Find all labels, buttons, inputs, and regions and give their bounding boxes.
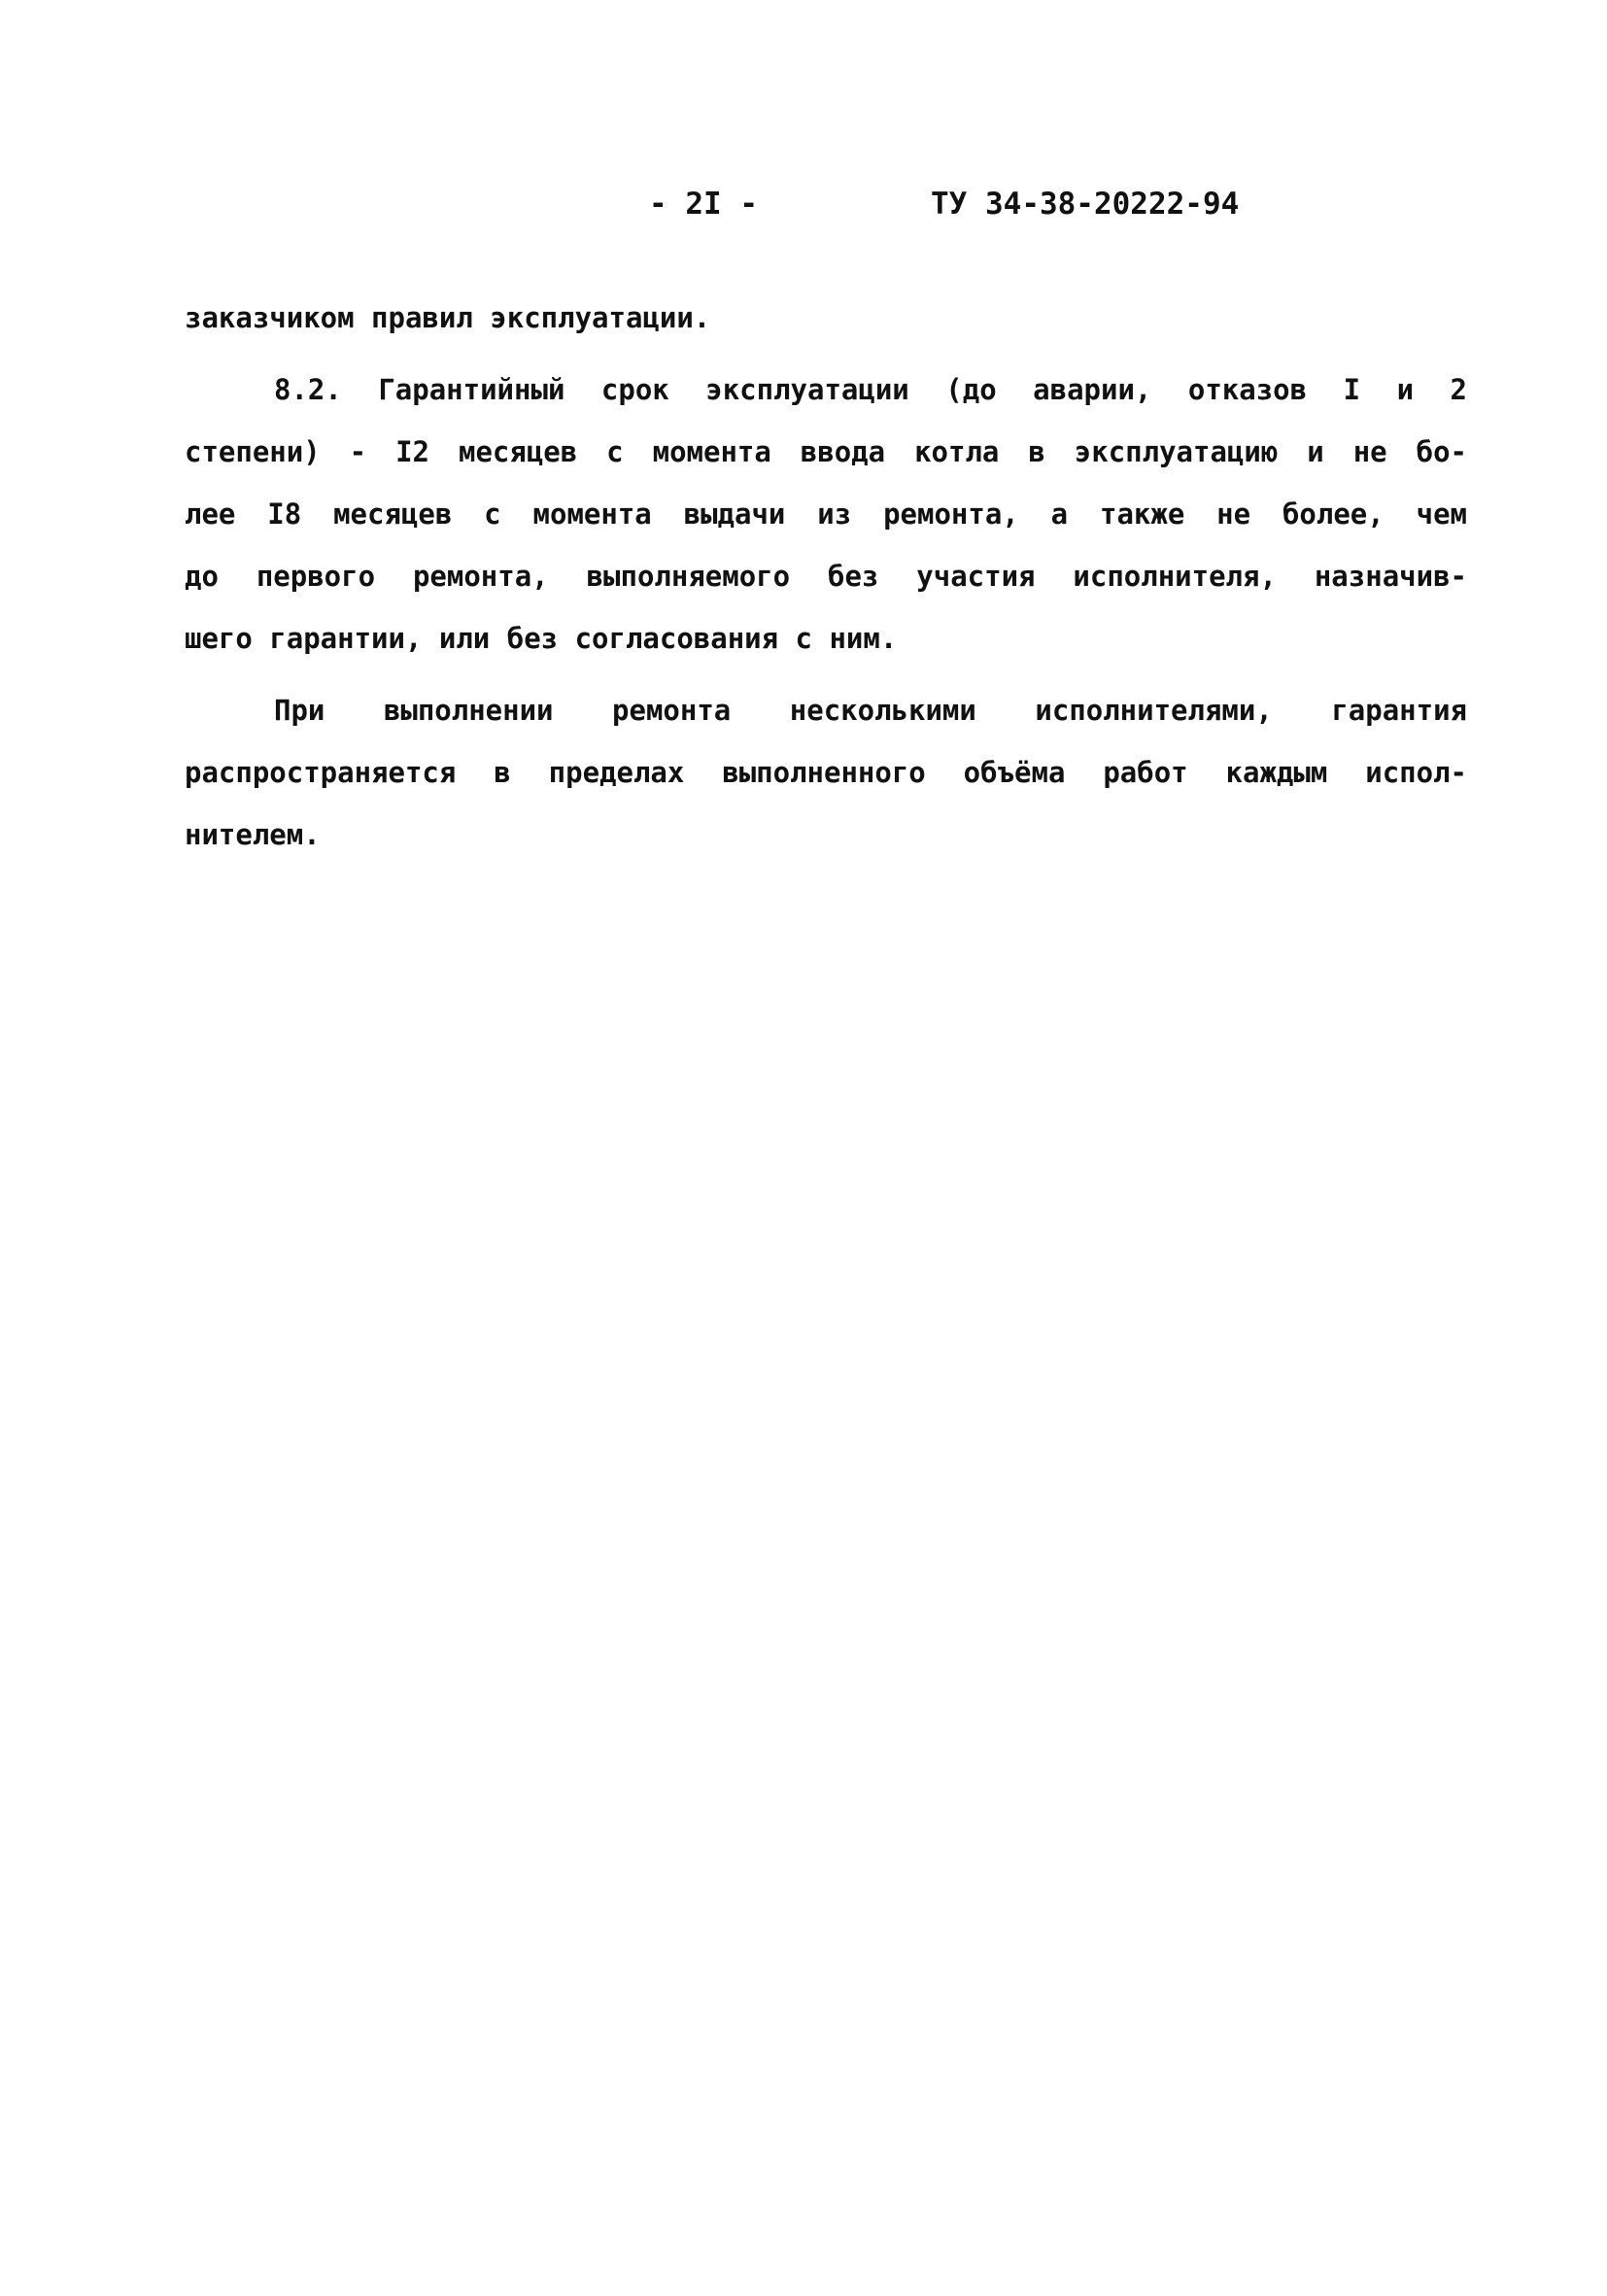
text-line: 8.2. Гарантийный срок эксплуатации (до аварии, отказов I и 2 xyxy=(274,373,1467,406)
text-line: заказчиком правил эксплуатации. xyxy=(185,301,711,334)
page-header xyxy=(0,187,1607,233)
text-line: до первого ремонта, выполняемого без участия исполнителя, назначив- xyxy=(185,560,1467,593)
text-line: лее I8 месяцев с момента выдачи из ремонта, а также не более, чем xyxy=(185,497,1467,531)
document-body xyxy=(185,287,1467,866)
paragraph-continuation xyxy=(185,287,1467,349)
text-line: степени) - I2 месяцев с момента ввода котла в эксплуатацию и не бо- xyxy=(185,435,1467,468)
paragraph-multiple-contractors xyxy=(185,679,1467,866)
text-line: При выполнении ремонта несколькими исполнителями, гарантия xyxy=(274,694,1467,727)
document-code: ТУ 34-38-20222-94 xyxy=(931,187,1240,222)
text-line: нителем. xyxy=(185,818,321,851)
paragraph-8-2-warranty-period xyxy=(185,359,1467,669)
text-line: шего гарантии, или без согласования с ним. xyxy=(185,622,898,655)
page-number: - 2I - xyxy=(649,187,758,222)
text-line: распространяется в пределах выполненного объёма работ каждым испол- xyxy=(185,756,1467,789)
